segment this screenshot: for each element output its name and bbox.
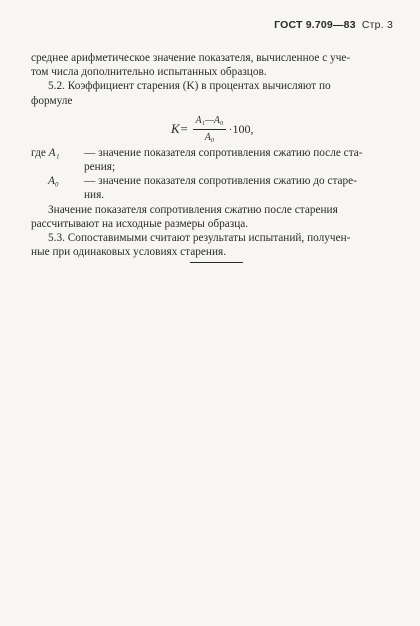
formula-multiplier: ·100, [228,122,254,137]
definition-text: ния. [84,189,105,202]
formula-lhs: K= [171,121,189,137]
paragraph-line: 5.2. Коэффициент старения (K) в процентах вычисляют по [48,80,331,93]
page-header [274,19,393,31]
paragraph-line: среднее арифметическое значение показателя, вычисленное с уче- [31,52,351,64]
symbol-a0: A₀ [48,175,59,188]
definition-lead: где [31,146,46,159]
definition-a0 [31,174,400,188]
paragraph-line: формуле [31,94,73,107]
definition-text: — значение показателя сопротивления сжатию после ста- [84,146,363,159]
paragraph-line: рассчитывают на исходные размеры образца. [31,217,249,230]
definition-text: рения; [84,161,116,174]
standard-number: ГОСТ 9.709—83 [274,19,356,31]
page-number: Стр. 3 [361,19,393,31]
paragraph-line: том числа дополнительно испытанных образцов. [31,66,267,79]
paragraph-line: ные при одинаковых условиях старения. [31,246,227,259]
formula-denominator: A₀ [204,132,215,144]
paragraph-line: Значение показателя сопротивления сжатию после старения [48,203,338,216]
formula-block [31,110,400,146]
paragraph-line: 5.3. Сопоставимыми считают результаты испытаний, получен- [48,232,351,245]
definition-a1 [31,146,400,160]
definition-text: — значение показателя сопротивления сжатию до старе- [84,175,357,188]
formula-definitions [31,146,400,203]
formula-fraction [193,114,225,145]
formula-numerator: A₁—A₀ [193,114,225,130]
end-rule [190,262,243,263]
symbol-a1: A₁ [48,146,60,159]
aging-coefficient-formula [171,114,254,145]
document-body [31,51,400,259]
